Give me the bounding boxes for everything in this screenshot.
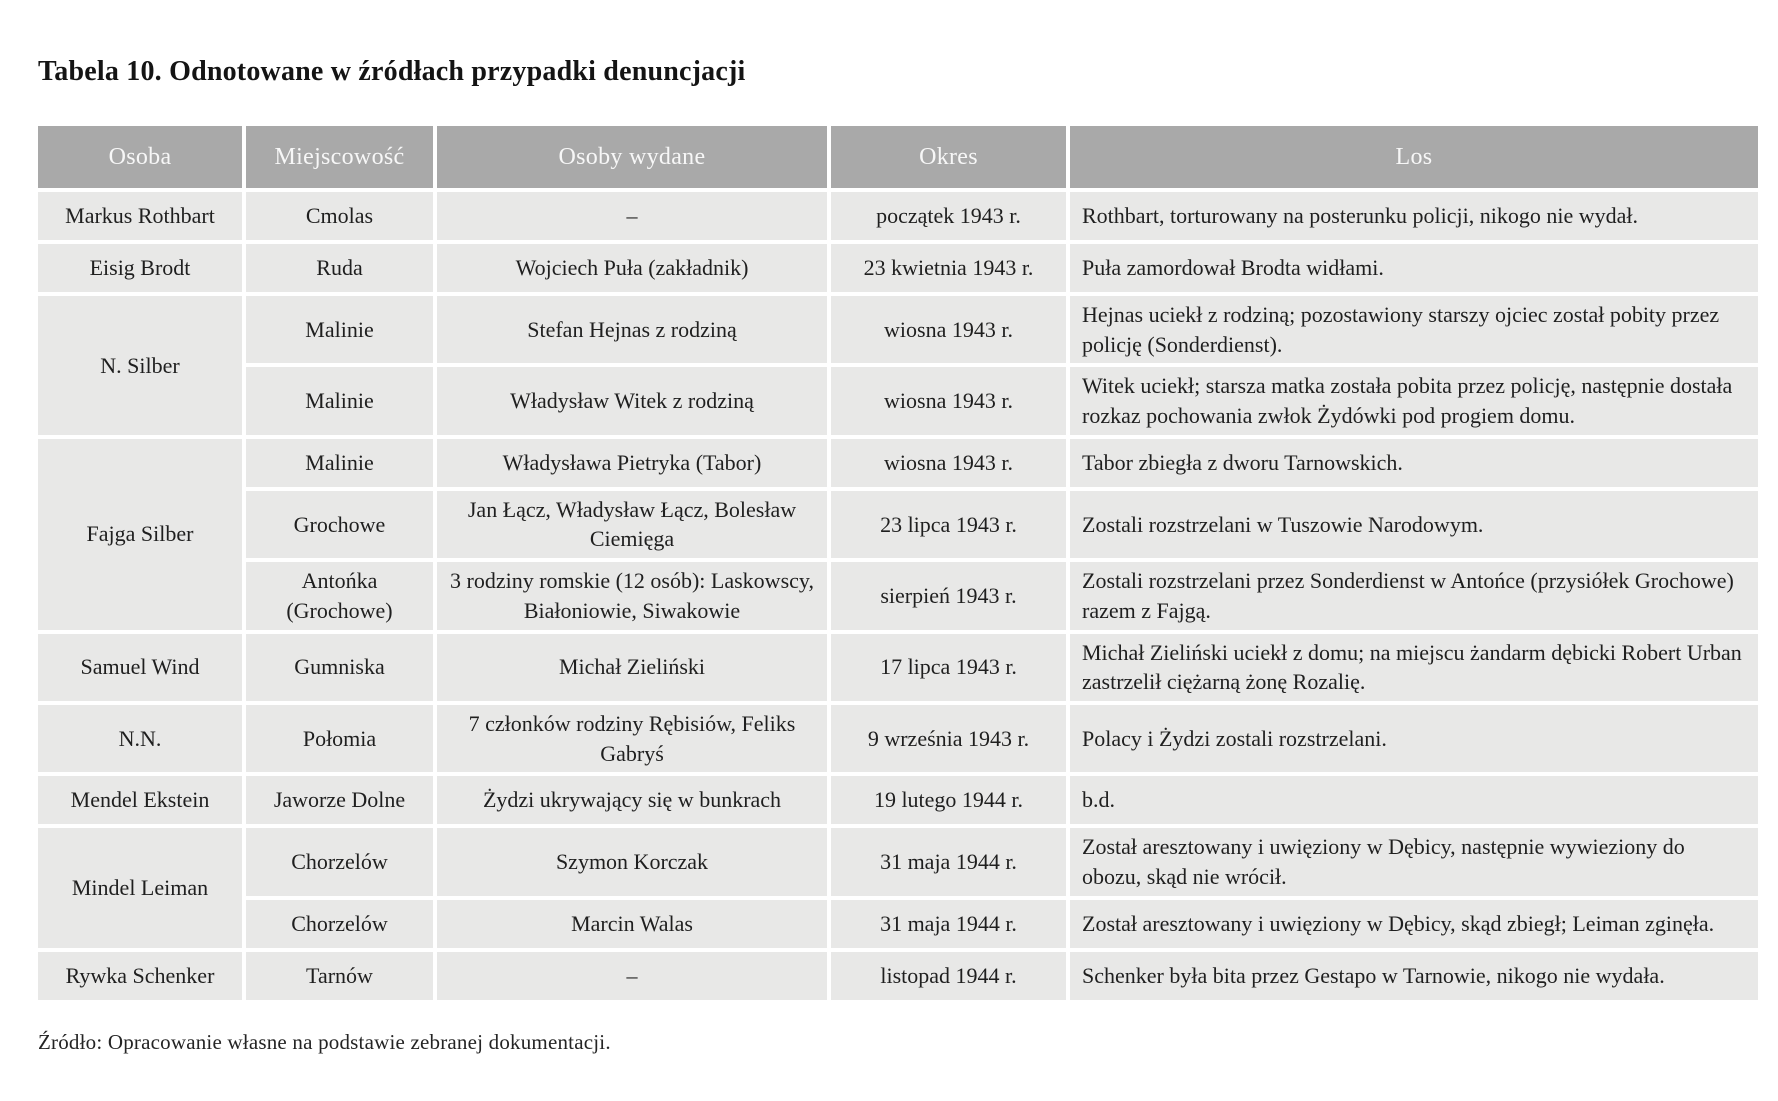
cell-miejscowosc: Gumniska — [246, 634, 433, 701]
cell-okres: 23 lipca 1943 r. — [831, 491, 1066, 558]
cell-miejscowosc: Ruda — [246, 244, 433, 292]
cell-okres: 17 lipca 1943 r. — [831, 634, 1066, 701]
cell-okres: początek 1943 r. — [831, 192, 1066, 240]
cell-okres: 19 lutego 1944 r. — [831, 776, 1066, 824]
cell-osoba: N. Silber — [38, 296, 242, 435]
cell-los: Puła zamordował Brodta widłami. — [1070, 244, 1758, 292]
cell-miejscowosc: Malinie — [246, 439, 433, 487]
cell-los: Rothbart, torturowany na posterunku policji, nikogo nie wydał. — [1070, 192, 1758, 240]
header-osoby-wydane: Osoby wydane — [437, 126, 827, 188]
cell-miejscowosc: Chorzelów — [246, 900, 433, 948]
table-title: Tabela 10. Odnotowane w źródłach przypadki denuncjacji — [38, 56, 746, 87]
source-note: Źródło: Opracowanie własne na podstawie zebranej dokumentacji. — [38, 1029, 611, 1054]
cell-los: Schenker była bita przez Gestapo w Tarnowie, nikogo nie wydała. — [1070, 952, 1758, 1000]
cell-miejscowosc: Chorzelów — [246, 828, 433, 895]
cell-osoby-wydane: Jan Łącz, Władysław Łącz, Bolesław Ciemięga — [437, 491, 827, 558]
cell-osoby-wydane: Michał Zieliński — [437, 634, 827, 701]
cell-osoba: Mendel Ekstein — [38, 776, 242, 824]
table-body — [38, 192, 1758, 1000]
cell-miejscowosc: Połomia — [246, 705, 433, 772]
table-row — [38, 900, 1758, 948]
cell-osoby-wydane: Żydzi ukrywający się w bunkrach — [437, 776, 827, 824]
table-row — [38, 296, 1758, 363]
cell-miejscowosc: Cmolas — [246, 192, 433, 240]
cell-osoba: Fajga Silber — [38, 439, 242, 630]
cell-los: Tabor zbiegła z dworu Tarnowskich. — [1070, 439, 1758, 487]
cell-los: Polacy i Żydzi zostali rozstrzelani. — [1070, 705, 1758, 772]
table-row — [38, 244, 1758, 292]
cell-osoby-wydane: Marcin Walas — [437, 900, 827, 948]
cell-osoby-wydane: Stefan Hejnas z rodziną — [437, 296, 827, 363]
header-okres: Okres — [831, 126, 1066, 188]
table-row — [38, 439, 1758, 487]
header-los: Los — [1070, 126, 1758, 188]
cell-osoby-wydane: – — [437, 192, 827, 240]
cell-osoba: Samuel Wind — [38, 634, 242, 701]
table-row — [38, 705, 1758, 772]
cell-osoba: N.N. — [38, 705, 242, 772]
cell-osoba: Mindel Leiman — [38, 828, 242, 947]
cell-miejscowosc: Antońka (Grochowe) — [246, 562, 433, 629]
table-row — [38, 192, 1758, 240]
denunciation-table — [34, 122, 1762, 1004]
cell-miejscowosc: Tarnów — [246, 952, 433, 1000]
cell-miejscowosc: Malinie — [246, 367, 433, 434]
cell-osoba: Eisig Brodt — [38, 244, 242, 292]
cell-okres: sierpień 1943 r. — [831, 562, 1066, 629]
cell-okres: 31 maja 1944 r. — [831, 828, 1066, 895]
cell-osoby-wydane: 3 rodziny romskie (12 osób): Laskowscy, Białoniowie, Siwakowie — [437, 562, 827, 629]
cell-okres: 9 września 1943 r. — [831, 705, 1066, 772]
table-row — [38, 634, 1758, 701]
table-row — [38, 491, 1758, 558]
cell-los: Witek uciekł; starsza matka została pobita przez policję, następnie dostała rozkaz pochowania zwłok Żydówki pod progiem domu. — [1070, 367, 1758, 434]
cell-miejscowosc: Grochowe — [246, 491, 433, 558]
table-row — [38, 562, 1758, 629]
cell-osoby-wydane: – — [437, 952, 827, 1000]
header-osoba: Osoba — [38, 126, 242, 188]
cell-osoby-wydane: Szymon Korczak — [437, 828, 827, 895]
cell-los: b.d. — [1070, 776, 1758, 824]
table-header-row — [38, 126, 1758, 188]
table-row — [38, 952, 1758, 1000]
cell-los: Zostali rozstrzelani przez Sonderdienst w Antońce (przysiółek Grochowe) razem z Fajgą. — [1070, 562, 1758, 629]
header-miejscowosc: Miejscowość — [246, 126, 433, 188]
cell-los: Został aresztowany i uwięziony w Dębicy, następnie wywieziony do obozu, skąd nie wrócił. — [1070, 828, 1758, 895]
cell-osoba: Rywka Schenker — [38, 952, 242, 1000]
cell-osoba: Markus Rothbart — [38, 192, 242, 240]
table-row — [38, 776, 1758, 824]
cell-okres: 23 kwietnia 1943 r. — [831, 244, 1066, 292]
cell-osoby-wydane: Władysław Witek z rodziną — [437, 367, 827, 434]
cell-okres: wiosna 1943 r. — [831, 296, 1066, 363]
cell-los: Michał Zieliński uciekł z domu; na miejscu żandarm dębicki Robert Urban zastrzelił ciężarną żonę Rozalię. — [1070, 634, 1758, 701]
cell-okres: wiosna 1943 r. — [831, 439, 1066, 487]
cell-miejscowosc: Malinie — [246, 296, 433, 363]
table-row — [38, 367, 1758, 434]
cell-los: Został aresztowany i uwięziony w Dębicy, skąd zbiegł; Leiman zginęła. — [1070, 900, 1758, 948]
cell-okres: wiosna 1943 r. — [831, 367, 1066, 434]
cell-miejscowosc: Jaworze Dolne — [246, 776, 433, 824]
cell-okres: listopad 1944 r. — [831, 952, 1066, 1000]
table-row — [38, 828, 1758, 895]
cell-osoby-wydane: Wojciech Puła (zakładnik) — [437, 244, 827, 292]
cell-osoby-wydane: Władysława Pietryka (Tabor) — [437, 439, 827, 487]
cell-los: Hejnas uciekł z rodziną; pozostawiony starszy ojciec został pobity przez policję (Sonderdienst). — [1070, 296, 1758, 363]
cell-los: Zostali rozstrzelani w Tuszowie Narodowym. — [1070, 491, 1758, 558]
cell-osoby-wydane: 7 członków rodziny Rębisiów, Feliks Gabryś — [437, 705, 827, 772]
cell-okres: 31 maja 1944 r. — [831, 900, 1066, 948]
